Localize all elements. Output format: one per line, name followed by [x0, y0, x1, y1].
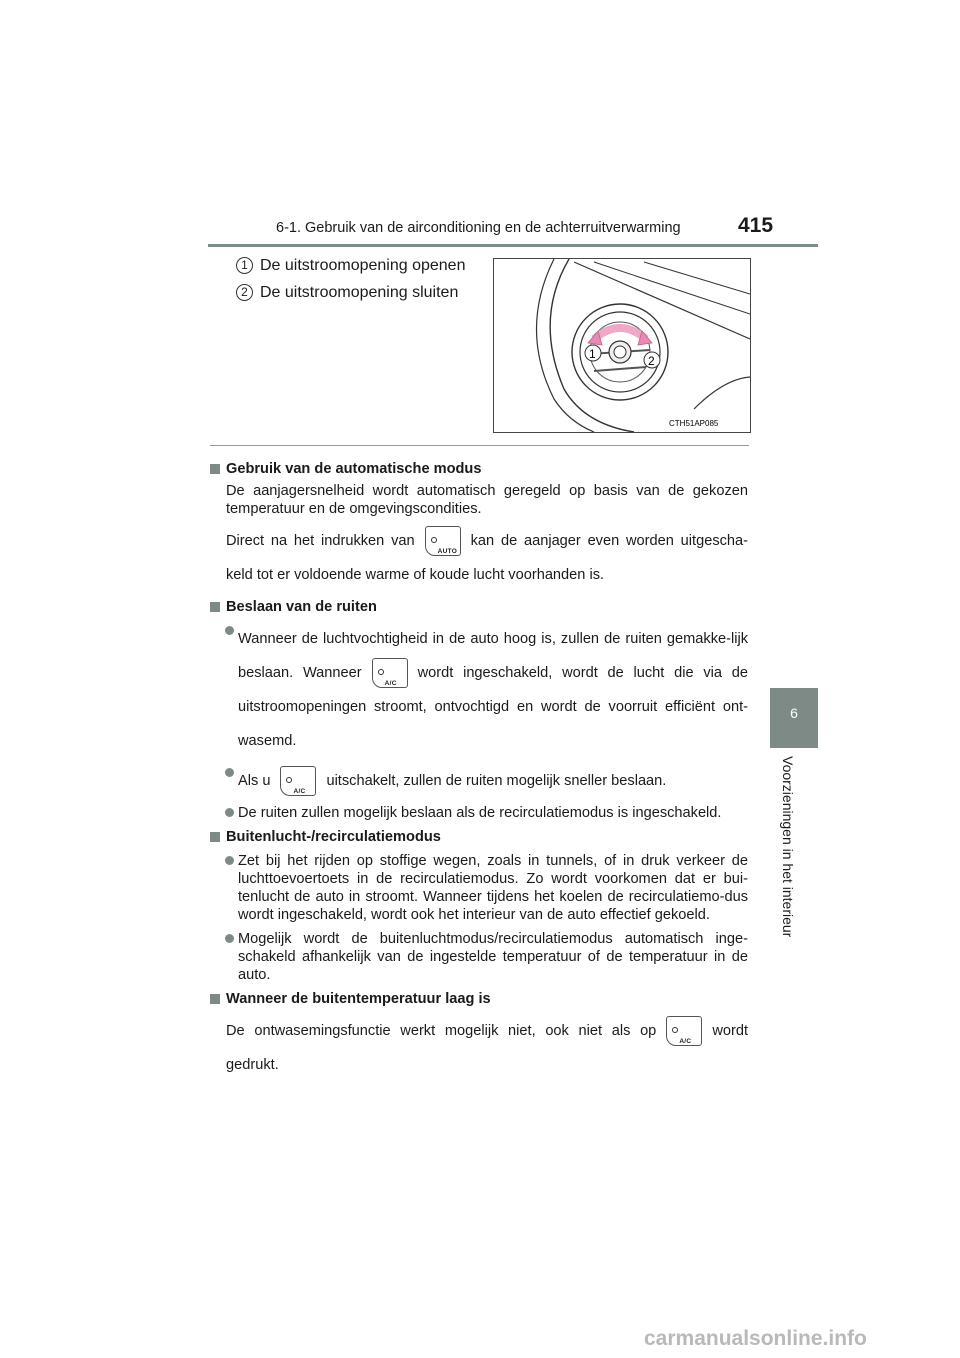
- air-vent-drawing: [494, 259, 750, 432]
- para-auto-mode-2-after: kan de aanjager even worden uitgescha-keld tot er voldoende warme of koude lucht voorhanden is.: [226, 533, 749, 583]
- callout-close: [236, 284, 458, 302]
- callout-number-1: 1: [236, 257, 253, 274]
- marker-1: 1: [589, 347, 596, 361]
- chapter-number: 6: [790, 705, 798, 721]
- para-auto-mode-2-before: Direct na het indrukken van: [226, 533, 415, 549]
- bullet-fogging-1: Wanneer de luchtvochtigheid in de auto hoog is, zullen de ruiten gemakke-lijk beslaan. Wanneer A/C wordt ingeschakeld, wordt de lucht die via de uitstroomopeningen stroomt, ontvochtigd en wordt de voorruit efficiënt ont-wasemd.: [210, 622, 748, 758]
- callout-text-close: De uitstroomopening sluiten: [260, 284, 459, 301]
- auto-button-icon: AUTO: [425, 526, 461, 556]
- callout-number-2: 2: [236, 284, 253, 301]
- heading-recirc: Buitenlucht-/recirculatiemodus: [210, 828, 748, 846]
- chapter-label: Voorzieningen in het interieur: [780, 756, 796, 938]
- watermark: carmanualsonline.info: [644, 1327, 867, 1350]
- page-number: 415: [738, 214, 774, 237]
- bullet-fogging-3: De ruiten zullen mogelijk beslaan als de recirculatiemodus is ingeschakeld.: [210, 804, 748, 822]
- ac-button-icon: A/C: [666, 1016, 702, 1046]
- header-title: 6-1. Gebruik van de airconditioning en de achterruitverwarming: [276, 220, 681, 236]
- callout-open: [236, 257, 465, 275]
- heading-cold: Wanneer de buitentemperatuur laag is: [210, 990, 748, 1008]
- marker-2: 2: [648, 354, 655, 368]
- bullet-fogging-2: Als u A/C uitschakelt, zullen de ruiten mogelijk sneller beslaan.: [210, 764, 748, 798]
- ac-button-icon: A/C: [372, 658, 408, 688]
- section-divider: [210, 445, 749, 446]
- header-divider: [208, 244, 818, 247]
- para-auto-mode-1: De aanjagersnelheid wordt automatisch geregeld op basis van de gekozen temperatuur en de omgevingscondities.: [226, 483, 748, 517]
- ac-button-icon: A/C: [280, 766, 316, 796]
- para-cold: De ontwasemingsfunctie werkt mogelijk niet, ook niet als op A/C wordt gedrukt.: [210, 1014, 748, 1082]
- bullet-recirc-2: Mogelijk wordt de buitenluchtmodus/recirculatiemodus automatisch inge-schakeld afhankelijk van de ingestelde temperatuur of de temperatuur in de auto.: [210, 930, 748, 984]
- heading-auto-mode: Gebruik van de automatische modus: [210, 460, 748, 478]
- callout-text-open: De uitstroomopening openen: [260, 257, 466, 274]
- para-auto-mode-2: [210, 524, 748, 592]
- air-vent-illustration: [493, 258, 751, 433]
- bullet-recirc-1: Zet bij het rijden op stoffige wegen, zoals in tunnels, of in druk verkeer de luchttoevoertoets in de recirculatiemodus. Zo wordt voorkomen dat er bui-tenlucht de auto in stroomt. Wanneer tijdens het koelen de recirculatiemo-dus wordt ingeschakeld, wordt ook het interieur van de auto effectief gekoeld.: [210, 852, 748, 924]
- body-content: [210, 454, 748, 1082]
- heading-fogging: Beslaan van de ruiten: [210, 598, 748, 616]
- illustration-code: CTH51AP085: [669, 419, 719, 428]
